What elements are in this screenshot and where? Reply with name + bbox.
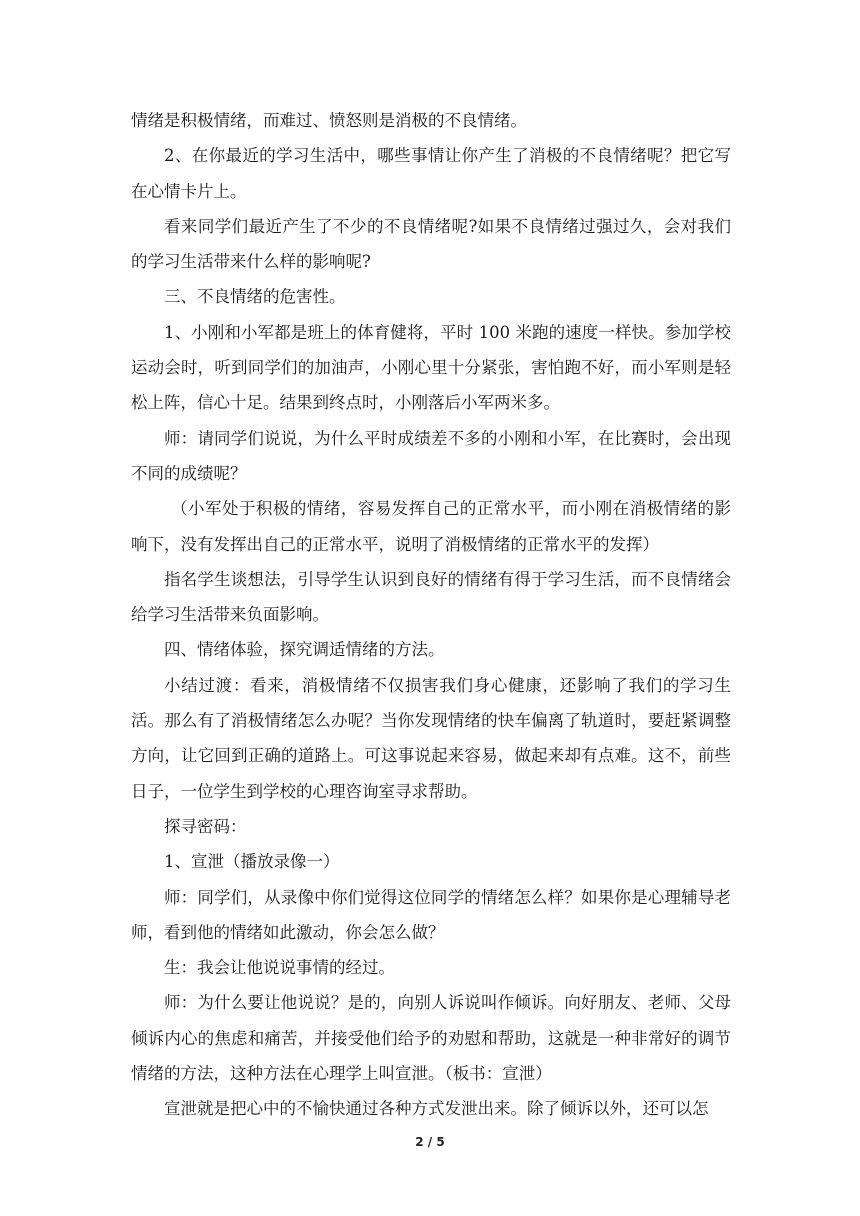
paragraph-6: 师：请同学们说说，为什么平时成绩差不多的小刚和小军，在比赛时，会出现不同的成绩呢？ [131, 428, 731, 483]
paragraph-7: （小军处于积极的情绪，容易发挥自己的正常水平，而小刚在消极情绪的影响下，没有发挥出自己的正常水平，说明了消极情绪的正常水平的发挥） [131, 499, 731, 554]
paragraph-2: 2、在你最近的学习生活中，哪些事情让你产生了消极的不良情绪呢？把它写在心情卡片上。 [131, 146, 731, 201]
paragraph-15: 师：为什么要让他说说？是的，向别人诉说叫作倾诉。向好朋友、老师、父母倾诉内心的焦虑和痛苦，并接受他们给予的劝慰和帮助，这就是一种非常好的调节情绪的方法，这种方法在心理学上叫宣泄。（板书：宣泄） [131, 993, 731, 1084]
paragraph-5: 1、小刚和小军都是班上的体育健将，平时 100 米跑的速度一样快。参加学校运动会时，听到同学们的加油声，小刚心里十分紧张，害怕跑不好，而小军则是轻松上阵，信心十足。结果到终点时，小刚落后小军两米多。 [131, 322, 731, 413]
paragraph-12: 1、宣泄（播放录像一） [164, 852, 340, 872]
paragraph-8: 指名学生谈想法，引导学生认识到良好的情绪有得于学习生活，而不良情绪会给学习生活带来负面影响。 [131, 569, 731, 625]
paragraph-14: 生：我会让他说说事情的经过。 [164, 958, 395, 978]
paragraph-10: 小结过渡：看来，消极情绪不仅损害我们身心健康，还影响了我们的学习生活。那么有了消极情绪怎么办呢？当你发现情绪的快车偏离了轨道时，要赶紧调整方向，让它回到正确的道路上。可这事说起来容易，做起来却有点难。这不，前些日子，一位学生到学校的心理咨询室寻求帮助。 [131, 675, 731, 801]
paragraph-11: 探寻密码： [164, 816, 247, 836]
paragraph-16: 宣泄就是把心中的不愉快通过各种方式发泄出来。除了倾诉以外，还可以怎 [164, 1099, 709, 1119]
page-number: 2 / 5 [415, 1135, 445, 1149]
paragraph-3: 看来同学们最近产生了不少的不良情绪呢?如果不良情绪过强过久，会对我们的学习生活带来什么样的影响呢? [131, 216, 731, 272]
section-heading-4: 四、情绪体验，探究调适情绪的方法。 [164, 640, 445, 660]
paragraph-1: 情绪是积极情绪，而难过、愤怒则是消极的不良情绪。 [131, 111, 527, 130]
document-page [131, 103, 731, 1127]
paragraph-13: 师：同学们，从录像中你们觉得这位同学的情绪怎么样？如果你是心理辅导老师，看到他的情绪如此激动，你会怎么做？ [131, 887, 731, 942]
section-heading-3: 三、不良情绪的危害性。 [164, 287, 346, 307]
